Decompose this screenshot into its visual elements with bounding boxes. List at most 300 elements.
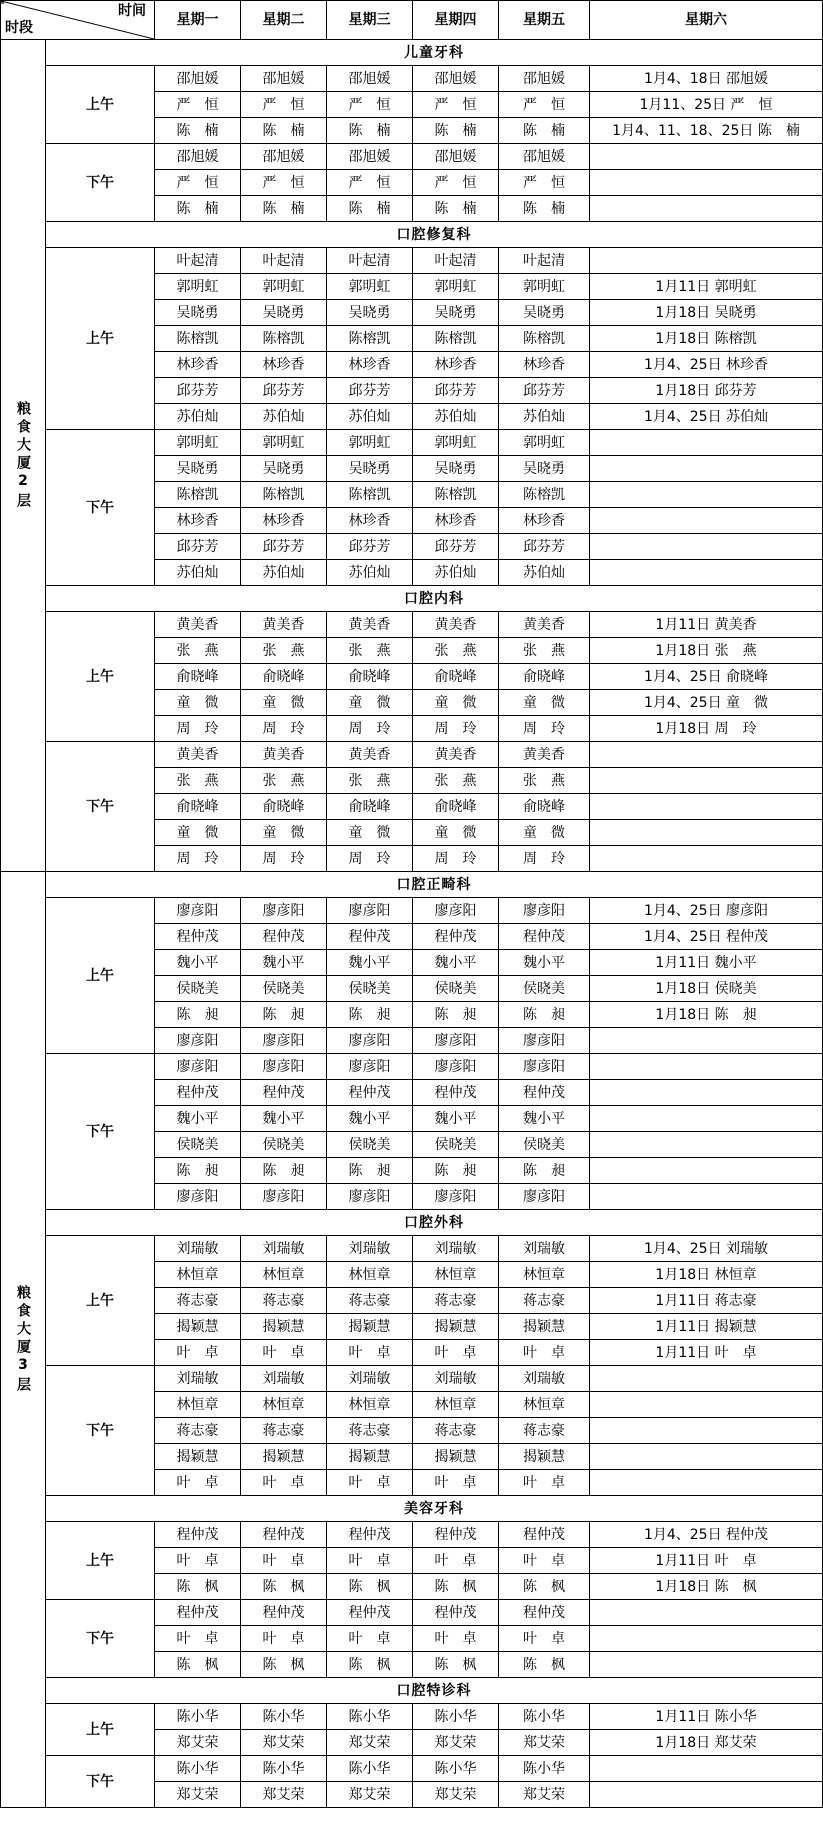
doctor-cell: 蒋志豪 <box>155 1418 241 1444</box>
schedule-row <box>1 898 823 924</box>
doctor-cell: 廖彦阳 <box>155 1054 241 1080</box>
doctor-cell: 林恒章 <box>499 1392 590 1418</box>
saturday-cell: 1月4、25日 程仲茂 <box>590 924 823 950</box>
doctor-cell: 程仲茂 <box>155 924 241 950</box>
doctor-cell: 叶 卓 <box>327 1340 413 1366</box>
saturday-cell <box>590 768 823 794</box>
doctor-cell: 林珍香 <box>155 508 241 534</box>
header-weekday: 星期二 <box>241 1 327 40</box>
department-title: 口腔正畸科 <box>46 872 823 898</box>
department-title: 美容牙科 <box>46 1496 823 1522</box>
doctor-cell: 叶 卓 <box>241 1470 327 1496</box>
doctor-cell: 林珍香 <box>241 352 327 378</box>
doctor-cell: 侯晓美 <box>413 976 499 1002</box>
saturday-cell: 1月11日 揭颖慧 <box>590 1314 823 1340</box>
doctor-cell: 郭明虹 <box>241 274 327 300</box>
doctor-cell: 郑艾荣 <box>327 1782 413 1808</box>
saturday-cell <box>590 1054 823 1080</box>
header-period-label: 时段 <box>5 20 33 36</box>
doctor-cell: 程仲茂 <box>155 1080 241 1106</box>
doctor-cell: 陈榕凯 <box>155 326 241 352</box>
doctor-cell: 黄美香 <box>327 742 413 768</box>
department-title: 口腔特诊科 <box>46 1678 823 1704</box>
doctor-cell: 俞晓峰 <box>241 794 327 820</box>
doctor-cell: 侯晓美 <box>241 1132 327 1158</box>
doctor-cell: 陈小华 <box>499 1704 590 1730</box>
doctor-cell: 苏伯灿 <box>327 560 413 586</box>
department-row <box>1 222 823 248</box>
saturday-cell <box>590 534 823 560</box>
doctor-cell: 俞晓峰 <box>155 794 241 820</box>
doctor-cell: 吴晓勇 <box>499 300 590 326</box>
doctor-cell: 郑艾荣 <box>499 1730 590 1756</box>
doctor-cell: 俞晓峰 <box>499 664 590 690</box>
doctor-cell: 林珍香 <box>413 508 499 534</box>
doctor-cell: 廖彦阳 <box>413 1184 499 1210</box>
doctor-cell: 邱芬芳 <box>499 378 590 404</box>
doctor-cell: 陈 楠 <box>499 118 590 144</box>
doctor-cell: 苏伯灿 <box>327 404 413 430</box>
saturday-cell <box>590 1782 823 1808</box>
doctor-cell: 郑艾荣 <box>241 1730 327 1756</box>
doctor-cell: 陈 昶 <box>155 1002 241 1028</box>
department-title: 口腔内科 <box>46 586 823 612</box>
doctor-cell: 廖彦阳 <box>413 1028 499 1054</box>
schedule-row <box>1 1366 823 1392</box>
saturday-cell <box>590 144 823 170</box>
period-label: 上午 <box>46 612 155 742</box>
doctor-cell: 揭颖慧 <box>327 1314 413 1340</box>
doctor-cell: 侯晓美 <box>155 1132 241 1158</box>
doctor-cell: 揭颖慧 <box>499 1314 590 1340</box>
doctor-cell: 黄美香 <box>241 612 327 638</box>
saturday-cell: 1月4、25日 刘瑞敏 <box>590 1236 823 1262</box>
doctor-cell: 吴晓勇 <box>499 456 590 482</box>
saturday-cell <box>590 1600 823 1626</box>
doctor-cell: 林恒章 <box>327 1392 413 1418</box>
doctor-cell: 程仲茂 <box>499 1522 590 1548</box>
doctor-cell: 陈 枫 <box>499 1652 590 1678</box>
doctor-cell: 童 微 <box>241 690 327 716</box>
department-title: 口腔外科 <box>46 1210 823 1236</box>
doctor-cell: 童 微 <box>241 820 327 846</box>
doctor-cell: 张 燕 <box>327 638 413 664</box>
doctor-cell: 叶 卓 <box>499 1548 590 1574</box>
location-label: 粮食大厦3层 <box>1 872 46 1808</box>
doctor-cell: 陈榕凯 <box>413 326 499 352</box>
saturday-cell <box>590 1158 823 1184</box>
doctor-cell: 严 恒 <box>413 92 499 118</box>
doctor-cell: 陈小华 <box>327 1704 413 1730</box>
doctor-cell: 叶 卓 <box>327 1626 413 1652</box>
doctor-cell: 严 恒 <box>327 170 413 196</box>
doctor-cell: 程仲茂 <box>327 1080 413 1106</box>
saturday-cell: 1月4、25日 童 微 <box>590 690 823 716</box>
saturday-cell: 1月4、25日 廖彦阳 <box>590 898 823 924</box>
doctor-cell: 黄美香 <box>327 612 413 638</box>
doctor-cell: 张 燕 <box>241 638 327 664</box>
doctor-cell: 陈 昶 <box>327 1158 413 1184</box>
doctor-cell: 陈榕凯 <box>499 326 590 352</box>
doctor-cell: 吴晓勇 <box>241 456 327 482</box>
doctor-cell: 陈 枫 <box>413 1652 499 1678</box>
doctor-cell: 邵旭媛 <box>327 144 413 170</box>
doctor-cell: 叶 卓 <box>241 1340 327 1366</box>
period-label: 下午 <box>46 430 155 586</box>
doctor-cell: 邱芬芳 <box>241 378 327 404</box>
doctor-cell: 童 微 <box>413 690 499 716</box>
doctor-cell: 周 玲 <box>155 846 241 872</box>
doctor-cell: 廖彦阳 <box>327 1028 413 1054</box>
location-label: 粮食大厦2层 <box>1 40 46 872</box>
doctor-cell: 程仲茂 <box>327 924 413 950</box>
doctor-cell: 魏小平 <box>499 950 590 976</box>
saturday-cell: 1月18日 张 燕 <box>590 638 823 664</box>
doctor-cell: 刘瑞敏 <box>241 1366 327 1392</box>
department-row <box>1 872 823 898</box>
doctor-cell: 童 微 <box>327 820 413 846</box>
saturday-cell <box>590 742 823 768</box>
doctor-cell: 邱芬芳 <box>413 534 499 560</box>
doctor-cell: 林恒章 <box>241 1392 327 1418</box>
doctor-cell: 严 恒 <box>499 170 590 196</box>
doctor-cell: 邵旭媛 <box>241 66 327 92</box>
doctor-cell: 郑艾荣 <box>499 1782 590 1808</box>
saturday-cell: 1月11日 蒋志豪 <box>590 1288 823 1314</box>
period-label: 上午 <box>46 1236 155 1366</box>
doctor-cell: 刘瑞敏 <box>413 1366 499 1392</box>
doctor-cell: 陈 楠 <box>155 118 241 144</box>
doctor-cell: 苏伯灿 <box>155 560 241 586</box>
doctor-cell: 刘瑞敏 <box>413 1236 499 1262</box>
saturday-cell: 1月11日 郭明虹 <box>590 274 823 300</box>
doctor-cell: 廖彦阳 <box>413 1054 499 1080</box>
doctor-cell: 陈 枫 <box>155 1574 241 1600</box>
schedule-row <box>1 1756 823 1782</box>
saturday-cell <box>590 820 823 846</box>
doctor-cell: 叶 卓 <box>155 1548 241 1574</box>
saturday-cell <box>590 482 823 508</box>
doctor-cell: 严 恒 <box>499 92 590 118</box>
doctor-cell: 郭明虹 <box>155 430 241 456</box>
doctor-cell: 叶 卓 <box>413 1548 499 1574</box>
doctor-cell: 陈 楠 <box>413 118 499 144</box>
doctor-cell: 侯晓美 <box>327 976 413 1002</box>
doctor-cell: 张 燕 <box>499 638 590 664</box>
doctor-cell: 陈 昶 <box>413 1158 499 1184</box>
doctor-cell: 揭颖慧 <box>241 1314 327 1340</box>
doctor-cell: 侯晓美 <box>327 1132 413 1158</box>
doctor-cell: 邱芬芳 <box>499 534 590 560</box>
doctor-cell: 廖彦阳 <box>155 898 241 924</box>
saturday-cell <box>590 1626 823 1652</box>
doctor-cell: 程仲茂 <box>241 924 327 950</box>
doctor-cell: 叶 卓 <box>413 1470 499 1496</box>
doctor-cell: 揭颖慧 <box>155 1444 241 1470</box>
doctor-cell: 林恒章 <box>155 1262 241 1288</box>
saturday-cell: 1月4、25日 俞晓峰 <box>590 664 823 690</box>
doctor-cell: 陈榕凯 <box>155 482 241 508</box>
doctor-cell: 林恒章 <box>413 1262 499 1288</box>
doctor-cell: 蒋志豪 <box>155 1288 241 1314</box>
period-label: 下午 <box>46 1054 155 1210</box>
schedule-row <box>1 1600 823 1626</box>
saturday-cell <box>590 846 823 872</box>
doctor-cell: 叶起清 <box>241 248 327 274</box>
doctor-cell: 林恒章 <box>327 1262 413 1288</box>
saturday-cell: 1月11日 魏小平 <box>590 950 823 976</box>
saturday-cell: 1月11日 叶 卓 <box>590 1548 823 1574</box>
doctor-cell: 侯晓美 <box>241 976 327 1002</box>
doctor-cell: 魏小平 <box>155 1106 241 1132</box>
doctor-cell: 周 玲 <box>327 716 413 742</box>
doctor-cell: 吴晓勇 <box>327 456 413 482</box>
period-label: 上午 <box>46 1704 155 1756</box>
doctor-cell: 叶起清 <box>327 248 413 274</box>
doctor-cell: 张 燕 <box>241 768 327 794</box>
period-label: 下午 <box>46 1366 155 1496</box>
header-weekday: 星期六 <box>590 1 823 40</box>
doctor-cell: 郑艾荣 <box>241 1782 327 1808</box>
doctor-cell: 周 玲 <box>241 716 327 742</box>
doctor-cell: 严 恒 <box>413 170 499 196</box>
schedule-row <box>1 1522 823 1548</box>
doctor-cell: 叶 卓 <box>499 1470 590 1496</box>
doctor-cell: 童 微 <box>327 690 413 716</box>
doctor-cell: 刘瑞敏 <box>241 1236 327 1262</box>
doctor-cell: 侯晓美 <box>413 1132 499 1158</box>
doctor-cell: 魏小平 <box>413 950 499 976</box>
doctor-cell: 周 玲 <box>155 716 241 742</box>
saturday-cell <box>590 430 823 456</box>
doctor-cell: 陈榕凯 <box>241 482 327 508</box>
doctor-cell: 童 微 <box>155 690 241 716</box>
doctor-cell: 侯晓美 <box>155 976 241 1002</box>
doctor-cell: 叶 卓 <box>155 1626 241 1652</box>
doctor-cell: 周 玲 <box>413 716 499 742</box>
saturday-cell: 1月18日 郑艾荣 <box>590 1730 823 1756</box>
doctor-cell: 廖彦阳 <box>499 898 590 924</box>
header-weekday: 星期四 <box>413 1 499 40</box>
doctor-cell: 郑艾荣 <box>155 1782 241 1808</box>
doctor-cell: 邱芬芳 <box>413 378 499 404</box>
doctor-cell: 俞晓峰 <box>327 664 413 690</box>
doctor-cell: 蒋志豪 <box>327 1418 413 1444</box>
doctor-cell: 蒋志豪 <box>413 1418 499 1444</box>
doctor-cell: 苏伯灿 <box>155 404 241 430</box>
doctor-cell: 郭明虹 <box>155 274 241 300</box>
doctor-cell: 童 微 <box>155 820 241 846</box>
doctor-cell: 苏伯灿 <box>413 404 499 430</box>
header-weekday: 星期五 <box>499 1 590 40</box>
doctor-cell: 周 玲 <box>327 846 413 872</box>
doctor-cell: 黄美香 <box>413 612 499 638</box>
doctor-cell: 蒋志豪 <box>241 1418 327 1444</box>
doctor-cell: 吴晓勇 <box>241 300 327 326</box>
doctor-cell: 俞晓峰 <box>327 794 413 820</box>
doctor-cell: 揭颖慧 <box>499 1444 590 1470</box>
saturday-cell <box>590 1132 823 1158</box>
doctor-cell: 邱芬芳 <box>327 378 413 404</box>
saturday-cell <box>590 1366 823 1392</box>
saturday-cell <box>590 560 823 586</box>
doctor-cell: 张 燕 <box>499 768 590 794</box>
doctor-cell: 廖彦阳 <box>241 898 327 924</box>
doctor-cell: 黄美香 <box>155 742 241 768</box>
doctor-cell: 陈 楠 <box>241 118 327 144</box>
doctor-cell: 廖彦阳 <box>499 1028 590 1054</box>
doctor-cell: 叶 卓 <box>155 1470 241 1496</box>
doctor-cell: 廖彦阳 <box>241 1028 327 1054</box>
doctor-cell: 郭明虹 <box>413 430 499 456</box>
saturday-cell <box>590 170 823 196</box>
doctor-cell: 陈小华 <box>499 1756 590 1782</box>
doctor-cell: 廖彦阳 <box>327 1184 413 1210</box>
saturday-cell: 1月11日 黄美香 <box>590 612 823 638</box>
doctor-cell: 魏小平 <box>241 950 327 976</box>
doctor-cell: 吴晓勇 <box>155 456 241 482</box>
doctor-cell: 俞晓峰 <box>155 664 241 690</box>
doctor-cell: 林恒章 <box>241 1262 327 1288</box>
doctor-cell: 揭颖慧 <box>241 1444 327 1470</box>
saturday-cell: 1月4、25日 林珍香 <box>590 352 823 378</box>
schedule-row <box>1 1054 823 1080</box>
doctor-cell: 叶 卓 <box>327 1548 413 1574</box>
doctor-cell: 周 玲 <box>499 716 590 742</box>
period-label: 上午 <box>46 898 155 1054</box>
saturday-cell: 1月18日 陈榕凯 <box>590 326 823 352</box>
doctor-cell: 陈 昶 <box>499 1002 590 1028</box>
doctor-cell: 陈小华 <box>155 1756 241 1782</box>
saturday-cell: 1月11、25日 严 恒 <box>590 92 823 118</box>
doctor-cell: 童 微 <box>413 820 499 846</box>
doctor-cell: 黄美香 <box>413 742 499 768</box>
doctor-cell: 张 燕 <box>155 638 241 664</box>
doctor-cell: 陈 枫 <box>413 1574 499 1600</box>
doctor-cell: 林珍香 <box>499 508 590 534</box>
schedule-row <box>1 1236 823 1262</box>
doctor-cell: 叶 卓 <box>413 1340 499 1366</box>
doctor-cell: 郭明虹 <box>327 274 413 300</box>
doctor-cell: 郭明虹 <box>499 274 590 300</box>
doctor-cell: 周 玲 <box>413 846 499 872</box>
doctor-cell: 廖彦阳 <box>241 1184 327 1210</box>
doctor-cell: 蒋志豪 <box>499 1288 590 1314</box>
header-time-label: 时间 <box>118 3 146 19</box>
doctor-cell: 童 微 <box>499 690 590 716</box>
schedule-row <box>1 742 823 768</box>
department-row <box>1 40 823 66</box>
doctor-cell: 邵旭媛 <box>413 66 499 92</box>
doctor-cell: 陈 枫 <box>327 1574 413 1600</box>
saturday-cell <box>590 1392 823 1418</box>
doctor-cell: 陈 昶 <box>413 1002 499 1028</box>
doctor-cell: 魏小平 <box>327 1106 413 1132</box>
doctor-cell: 叶起清 <box>499 248 590 274</box>
doctor-cell: 邵旭媛 <box>241 144 327 170</box>
doctor-cell: 林珍香 <box>499 352 590 378</box>
doctor-cell: 叶 卓 <box>241 1548 327 1574</box>
department-row <box>1 1496 823 1522</box>
doctor-cell: 苏伯灿 <box>241 404 327 430</box>
doctor-cell: 魏小平 <box>499 1106 590 1132</box>
saturday-cell <box>590 248 823 274</box>
doctor-cell: 林珍香 <box>413 352 499 378</box>
doctor-cell: 陈小华 <box>413 1704 499 1730</box>
doctor-cell: 林珍香 <box>241 508 327 534</box>
doctor-cell: 周 玲 <box>499 846 590 872</box>
saturday-cell <box>590 1418 823 1444</box>
doctor-cell: 叶 卓 <box>241 1626 327 1652</box>
doctor-cell: 廖彦阳 <box>327 1054 413 1080</box>
doctor-cell: 陈 枫 <box>155 1652 241 1678</box>
doctor-cell: 侯晓美 <box>499 976 590 1002</box>
doctor-cell: 苏伯灿 <box>499 560 590 586</box>
doctor-cell: 廖彦阳 <box>155 1028 241 1054</box>
doctor-cell: 刘瑞敏 <box>327 1236 413 1262</box>
doctor-cell: 郭明虹 <box>327 430 413 456</box>
doctor-cell: 程仲茂 <box>327 1600 413 1626</box>
doctor-cell: 吴晓勇 <box>413 456 499 482</box>
doctor-cell: 郭明虹 <box>499 430 590 456</box>
doctor-cell: 陈小华 <box>413 1756 499 1782</box>
department-title: 儿童牙科 <box>46 40 823 66</box>
saturday-cell: 1月11日 叶 卓 <box>590 1340 823 1366</box>
doctor-cell: 黄美香 <box>241 742 327 768</box>
schedule-row <box>1 430 823 456</box>
doctor-cell: 蒋志豪 <box>413 1288 499 1314</box>
department-row <box>1 1210 823 1236</box>
doctor-cell: 俞晓峰 <box>499 794 590 820</box>
doctor-cell: 陈 楠 <box>155 196 241 222</box>
department-row <box>1 586 823 612</box>
doctor-cell: 陈 枫 <box>499 1574 590 1600</box>
doctor-cell: 叶 卓 <box>499 1340 590 1366</box>
doctor-cell: 程仲茂 <box>241 1600 327 1626</box>
doctor-cell: 郭明虹 <box>241 430 327 456</box>
doctor-cell: 陈小华 <box>241 1704 327 1730</box>
doctor-cell: 陈小华 <box>155 1704 241 1730</box>
saturday-cell <box>590 794 823 820</box>
doctor-cell: 蒋志豪 <box>499 1418 590 1444</box>
doctor-cell: 黄美香 <box>499 612 590 638</box>
saturday-cell <box>590 1184 823 1210</box>
doctor-cell: 邵旭媛 <box>499 66 590 92</box>
doctor-cell: 苏伯灿 <box>241 560 327 586</box>
doctor-cell: 郑艾荣 <box>155 1730 241 1756</box>
doctor-cell: 邵旭媛 <box>499 144 590 170</box>
doctor-cell: 黄美香 <box>499 742 590 768</box>
doctor-cell: 俞晓峰 <box>413 794 499 820</box>
saturday-cell <box>590 1756 823 1782</box>
doctor-cell: 程仲茂 <box>499 1600 590 1626</box>
doctor-cell: 叶 卓 <box>413 1626 499 1652</box>
doctor-cell: 郑艾荣 <box>327 1730 413 1756</box>
saturday-cell <box>590 456 823 482</box>
doctor-cell: 吴晓勇 <box>327 300 413 326</box>
saturday-cell <box>590 1470 823 1496</box>
doctor-cell: 邵旭媛 <box>155 66 241 92</box>
doctor-cell: 邱芬芳 <box>155 534 241 560</box>
doctor-cell: 程仲茂 <box>241 1522 327 1548</box>
saturday-cell: 1月18日 林恒章 <box>590 1262 823 1288</box>
doctor-cell: 林恒章 <box>413 1392 499 1418</box>
doctor-cell: 叶 卓 <box>499 1626 590 1652</box>
saturday-cell <box>590 196 823 222</box>
department-row <box>1 1678 823 1704</box>
doctor-cell: 邵旭媛 <box>413 144 499 170</box>
schedule-row <box>1 144 823 170</box>
